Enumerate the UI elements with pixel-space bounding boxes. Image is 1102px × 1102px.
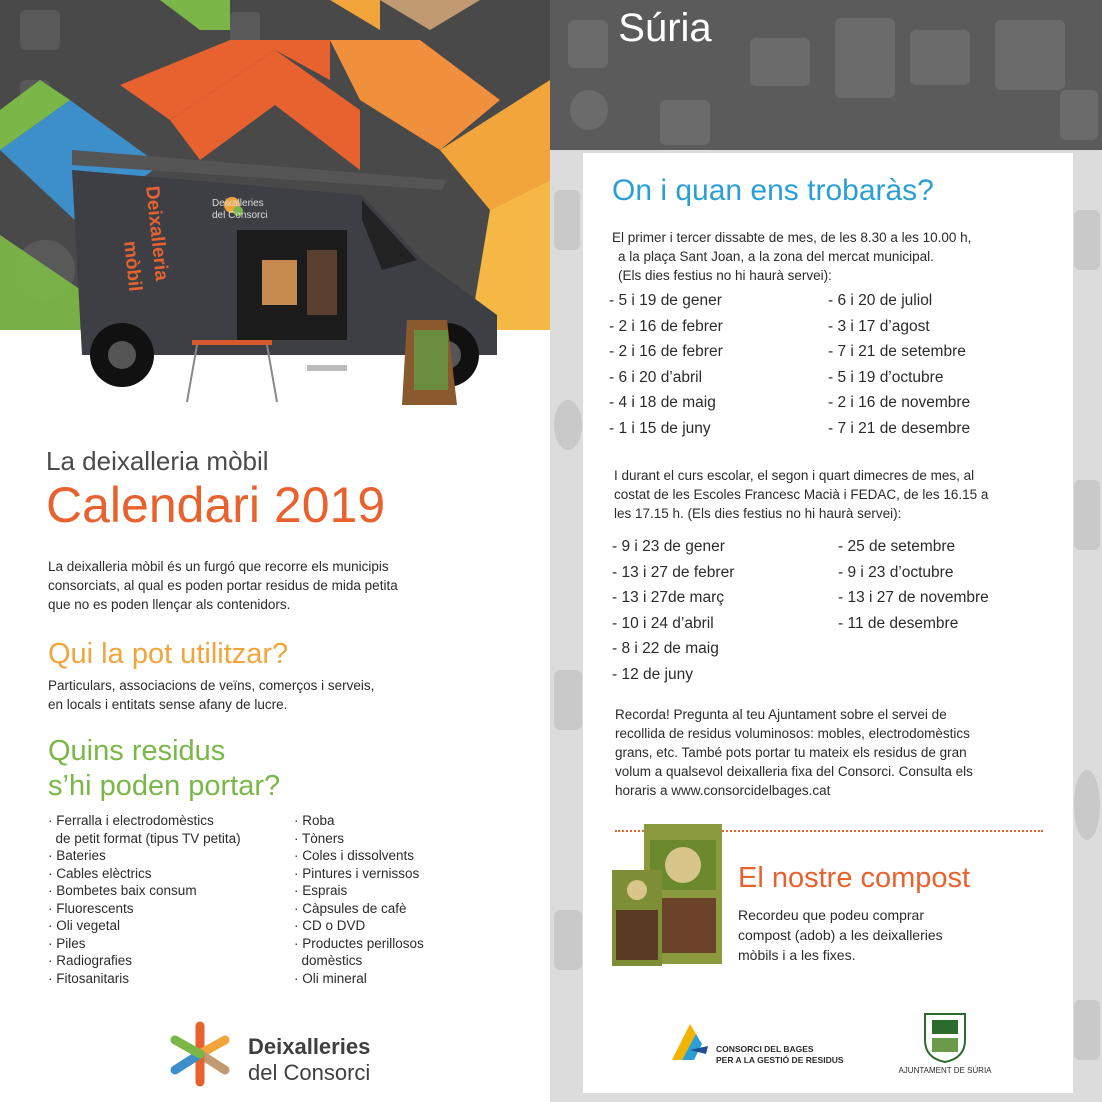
- date-item: - 11 de desembre: [838, 614, 959, 632]
- date-item: - 12 de juny: [612, 665, 693, 683]
- waste-item: · CD o DVD: [294, 918, 366, 933]
- date-item: - 2 i 16 de febrer: [609, 343, 723, 361]
- wednesday-info-line: les 17.15 h. (Els dies festius no hi haurà servei):: [614, 506, 902, 521]
- where-when-heading: On i quan ens trobaràs?: [612, 174, 934, 207]
- reminder-line: grans, etc. També pots portar tu mateix els residus de gran: [615, 745, 967, 760]
- waste-item: · Pintures i vernissos: [294, 865, 420, 881]
- date-item: - 13 i 27 de febrer: [612, 563, 735, 581]
- date-item: - 13 i 27de març: [612, 589, 724, 607]
- waste-heading-line: Quins residus: [48, 735, 226, 767]
- date-item: - 5 i 19 d’octubre: [828, 368, 944, 386]
- wednesday-dates-2: [838, 534, 1068, 636]
- wednesday-dates-1: [612, 534, 832, 688]
- saturday-dates-1: [609, 288, 829, 442]
- page-title: Calendari 2019: [46, 477, 386, 533]
- date-item: - 5 i 19 de gener: [609, 292, 722, 309]
- waste-heading-line: s’hi poden portar?: [48, 770, 281, 802]
- coat-of-arms-icon: [920, 1010, 970, 1064]
- saturday-dates-2: [828, 288, 1048, 442]
- intro-paragraph: [48, 557, 448, 614]
- van-image: [62, 140, 502, 410]
- waste-item: domèstics: [294, 953, 363, 968]
- waste-item: · Coles i dissolvents: [294, 848, 415, 863]
- waste-item: · Productes perillosos: [294, 935, 424, 951]
- who-heading: Qui la pot utilitzar?: [48, 638, 289, 670]
- wednesday-info: [614, 466, 1034, 523]
- waste-item: · Ferralla i electrodomèstics: [48, 813, 214, 828]
- intro-line: consorciats, al qual es poden portar residus de mida petita: [48, 578, 398, 593]
- waste-item: de petit format (tipus TV petita): [48, 830, 241, 846]
- date-item: - 9 i 23 de gener: [612, 538, 725, 555]
- saturday-info-line: El primer i tercer dissabte de mes, de les 8.30 a les 10.00 h,: [612, 230, 972, 245]
- consorci-logo-icon: [668, 1020, 714, 1068]
- reminder-line: recollida de residus voluminosos: mobles, electrodomèstics: [615, 726, 970, 741]
- date-item: - 13 i 27 de novembre: [838, 589, 989, 607]
- date-item: - 2 i 16 de novembre: [828, 394, 971, 412]
- consorci-line-2: PER A LA GESTIÓ DE RESIDUS: [716, 1055, 844, 1065]
- compost-line: mòbils i a les fixes.: [738, 947, 856, 963]
- compost-paragraph: [738, 905, 1038, 965]
- date-item: - 2 i 16 de febrer: [609, 317, 723, 335]
- compost-bags-image: [608, 820, 726, 970]
- subtitle: La deixalleria mòbil: [46, 446, 269, 476]
- date-item: - 7 i 21 de setembre: [828, 343, 966, 361]
- consorci-line-1: CONSORCI DEL BAGES: [716, 1044, 814, 1054]
- reminder-line: Recorda! Pregunta al teu Ajuntament sobre el servei de: [615, 707, 947, 722]
- intro-line: que no es poden llençar als contenidors.: [48, 597, 291, 612]
- waste-item: · Radiografies: [48, 953, 133, 968]
- waste-item: · Oli vegetal: [48, 918, 121, 933]
- wednesday-info-line: I durant el curs escolar, el segon i quart dimecres de mes, al: [614, 468, 975, 483]
- ajuntament-label: AJUNTAMENT DE SÚRIA: [898, 1066, 992, 1075]
- van-brand-1: Deixalleries: [212, 198, 264, 209]
- who-line: Particulars, associacions de veïns, comerços i serveis,: [48, 678, 375, 693]
- ajuntament-logo: [890, 1010, 1000, 1080]
- town-title: Súria: [618, 6, 712, 50]
- reminder-line: volum a qualsevol deixalleria fixa del Consorci. Consulta els: [615, 764, 973, 779]
- waste-list-2: [294, 812, 494, 987]
- who-line: en locals i entitats sense afany de lucre.: [48, 697, 288, 712]
- date-item: - 7 i 21 de desembre: [828, 419, 971, 437]
- who-paragraph: [48, 676, 408, 714]
- wednesday-info-line: costat de les Escoles Francesc Macià i FEDAC, de les 16.15 a: [614, 487, 989, 502]
- compost-line: compost (adob) a les deixalleries: [738, 927, 943, 943]
- saturday-info: [612, 228, 1032, 285]
- compost-heading: El nostre compost: [738, 862, 971, 894]
- reminder-line: horaris a www.consorcidelbages.cat: [615, 783, 831, 798]
- logo-line-1: Deixalleries: [248, 1034, 371, 1059]
- saturday-info-line: a la plaça Sant Joan, a la zona del mercat municipal.: [618, 249, 934, 264]
- date-item: - 6 i 20 d’abril: [609, 368, 703, 386]
- van-label-sub: mòbil: [119, 240, 146, 293]
- waste-item: · Fitosanitaris: [48, 970, 130, 986]
- date-item: - 8 i 22 de maig: [612, 640, 719, 658]
- deixalleries-logo-icon: [155, 1018, 245, 1090]
- date-item: - 10 i 24 d’abril: [612, 614, 714, 632]
- waste-item: · Roba: [294, 813, 335, 828]
- waste-list-1: [48, 812, 298, 987]
- date-item: - 1 i 15 de juny: [609, 419, 711, 437]
- van-brand-2: del Consorci: [212, 210, 268, 221]
- van-label-main: Deixalleria: [141, 185, 172, 282]
- consorci-logo: [668, 1020, 858, 1072]
- waste-item: · Càpsules de cafè: [294, 900, 407, 916]
- waste-item: · Piles: [48, 935, 86, 951]
- date-item: - 25 de setembre: [838, 538, 956, 555]
- waste-item: · Bateries: [48, 848, 106, 863]
- date-item: - 3 i 17 d’agost: [828, 317, 930, 335]
- date-item: - 6 i 20 de juliol: [828, 292, 933, 309]
- waste-item: · Fluorescents: [48, 900, 134, 916]
- saturday-info-line: (Els dies festius no hi haurà servei):: [618, 268, 832, 283]
- intro-line: La deixalleria mòbil és un furgó que recorre els municipis: [48, 559, 389, 574]
- date-item: - 4 i 18 de maig: [609, 394, 716, 412]
- waste-item: · Cables elèctrics: [48, 865, 152, 881]
- waste-heading: [48, 734, 368, 804]
- logo-line-2: del Consorci: [248, 1060, 371, 1085]
- compost-line: Recordeu que podeu comprar: [738, 907, 925, 923]
- reminder-paragraph: [615, 705, 1035, 800]
- waste-item: · Bombetes baix consum: [48, 883, 197, 898]
- waste-item: · Oli mineral: [294, 970, 367, 986]
- waste-item: · Tòners: [294, 830, 345, 846]
- waste-item: · Esprais: [294, 883, 348, 898]
- date-item: - 9 i 23 d’octubre: [838, 563, 954, 581]
